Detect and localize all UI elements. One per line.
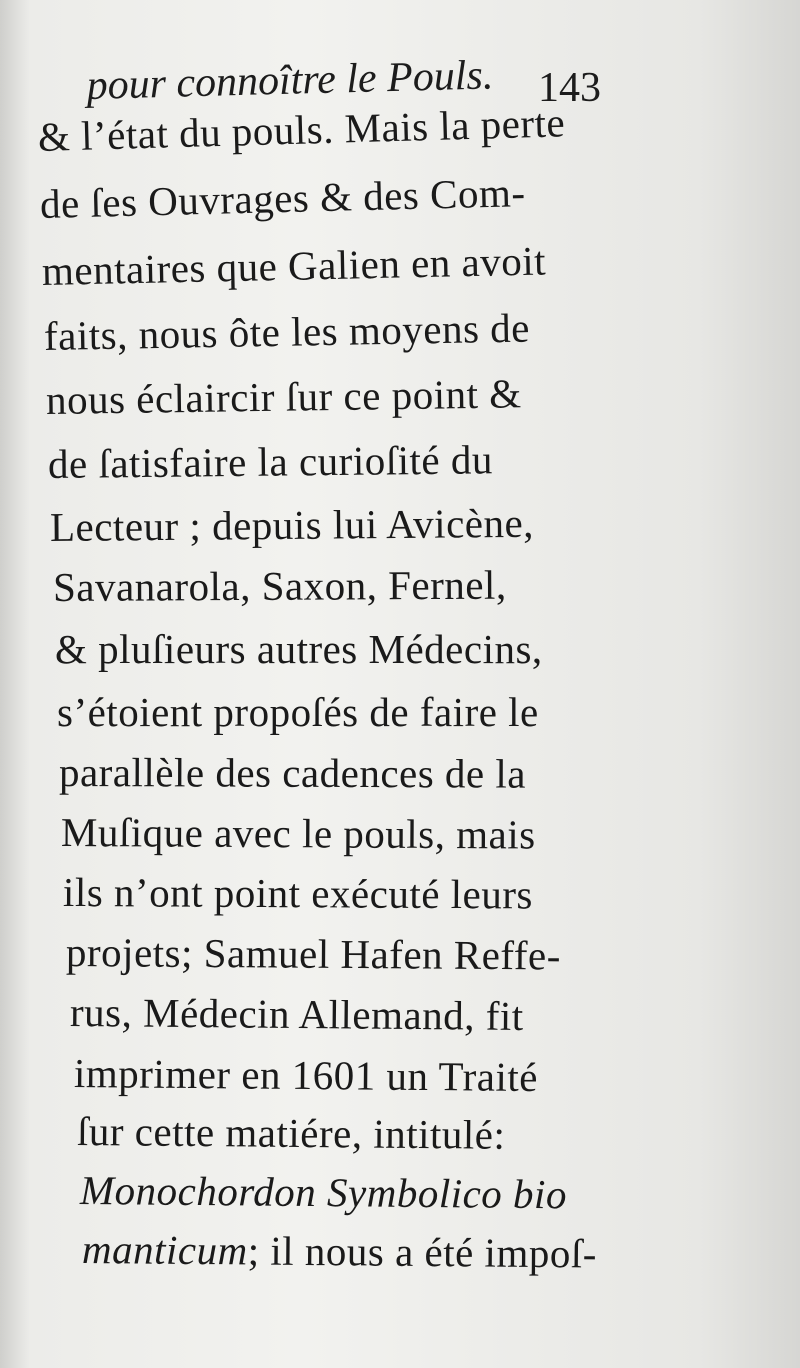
roman-part: ; il nous a été impoſ- — [247, 1227, 598, 1277]
text-line: s’étoient propoſés de faire le — [57, 689, 539, 735]
text-line: faits, nous ôte les moyens de — [43, 304, 531, 359]
italic-word: manticum — [81, 1226, 248, 1274]
text-line: ſur cette matiére, intitulé: — [76, 1108, 506, 1158]
text-line: projets; Samuel Hafen Reffe- — [65, 929, 561, 979]
text-line: & pluſieurs autres Médecins, — [55, 626, 543, 672]
text-line: Savanarola, Saxon, Fernel, — [52, 561, 507, 610]
text-line: de ſes Ouvrages & des Com- — [39, 169, 526, 227]
text-line: imprimer en 1601 un Traité — [73, 1050, 539, 1101]
running-head: pour connoître le Pouls. — [86, 52, 494, 109]
text-line-last — [82, 1219, 597, 1283]
text-line: & l’état du pouls. Mais la perte — [37, 99, 566, 160]
page-number: 143 — [538, 65, 601, 111]
text-line: Muſique avec le pouls, mais — [60, 809, 536, 858]
text-line: parallèle des cadences de la — [58, 749, 527, 797]
text-line: Lecteur ; depuis lui Avicène, — [49, 499, 535, 550]
text-line: ils n’ont point exécuté leurs — [62, 869, 534, 918]
italic-title-line: Monochordon Symbolico bio — [79, 1167, 568, 1218]
text-line: rus, Médecin Allemand, fit — [69, 989, 524, 1039]
text-line: mentaires que Galien en avoit — [41, 237, 547, 294]
text-line: nous éclaircir ſur ce point & — [45, 370, 522, 423]
text-line: de ſatisfaire la curioſité du — [47, 436, 494, 487]
